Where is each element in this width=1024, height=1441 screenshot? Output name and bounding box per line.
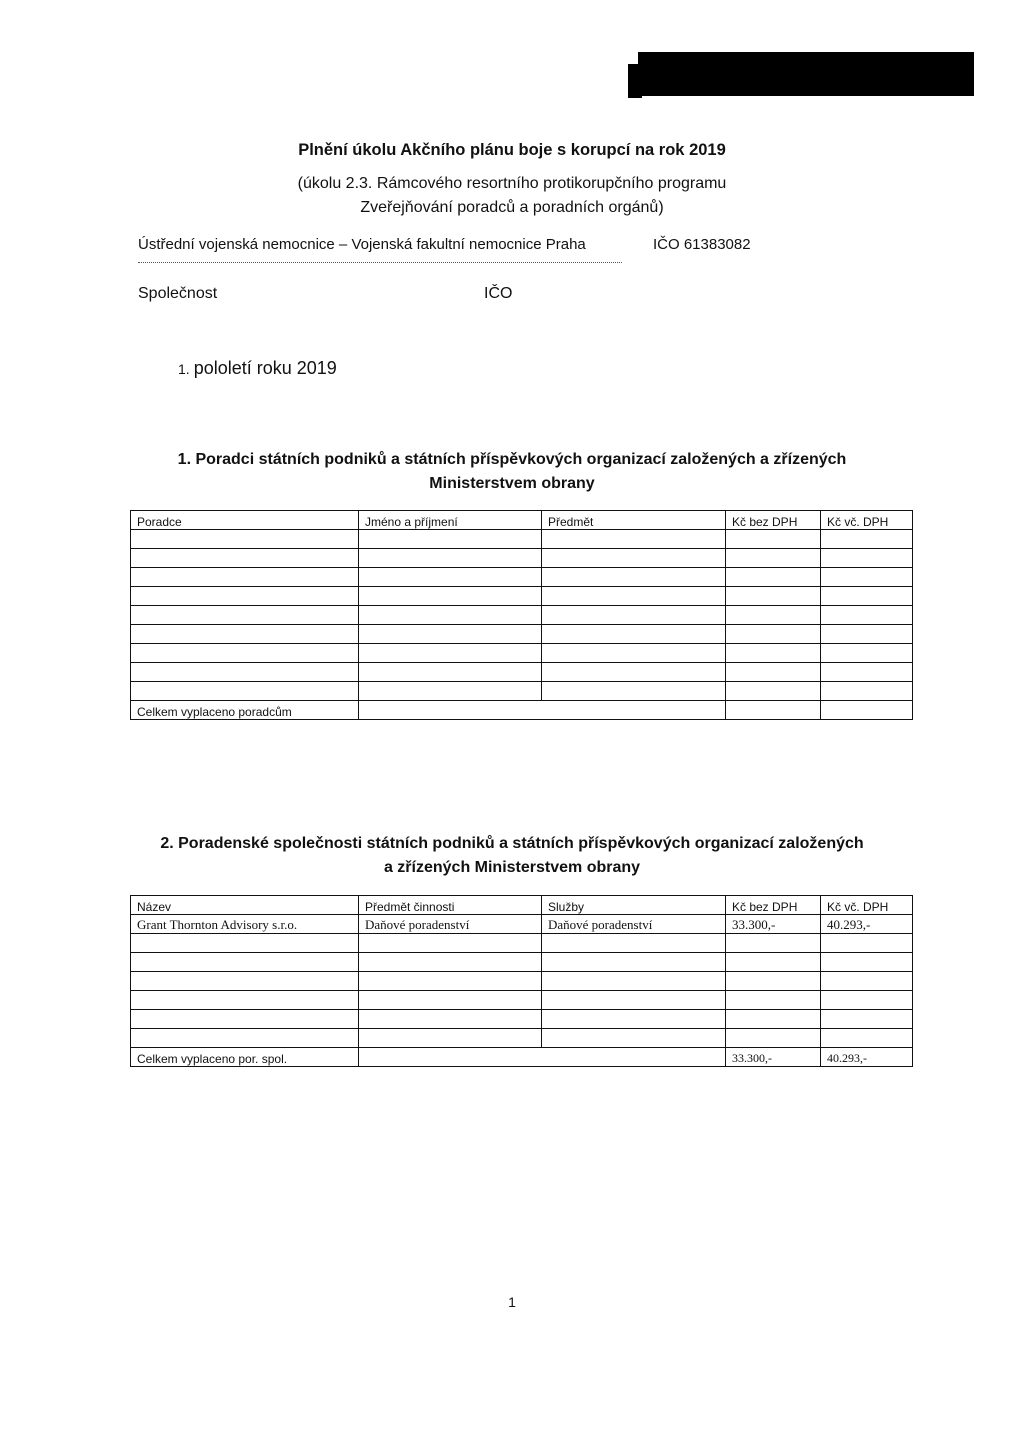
period-text: pololetí roku 2019: [193, 358, 337, 378]
company-activity: Daňové poradenství: [359, 915, 542, 934]
section-1-heading-line-1: 1. Poradci státních podniků a státních příspěvkových organizací založených a zřízených: [177, 451, 847, 468]
company-ico-label: IČO: [484, 285, 513, 302]
section-2-heading-line-2: a zřízených Ministerstvem obrany: [383, 859, 641, 876]
period-heading: [178, 358, 337, 379]
table-row: [131, 1010, 913, 1029]
page-title: Plnění úkolu Akčního plánu boje s korupcí na rok 2019: [298, 141, 726, 159]
period-number: 1.: [178, 361, 190, 377]
column-header: Předmět činnosti: [359, 896, 542, 915]
organization-name: Ústřední vojenská nemocnice – Vojenská fakultní nemocnice Praha: [138, 236, 586, 253]
table-header-row: [131, 511, 913, 530]
redaction-block-edge: [628, 64, 642, 98]
company-label: Společnost: [138, 285, 218, 302]
table-row: [131, 606, 913, 625]
table-row: [131, 953, 913, 972]
section-2-heading: [0, 832, 1024, 880]
table-row: [131, 663, 913, 682]
total-label: Celkem vyplaceno por. spol.: [131, 1048, 359, 1067]
table-row: [131, 644, 913, 663]
column-header: Služby: [542, 896, 726, 915]
total-row: [131, 1048, 913, 1067]
table-header-row: [131, 896, 913, 915]
advisors-table: [130, 510, 913, 720]
section-1-heading: [0, 448, 1024, 496]
total-without-vat: [726, 701, 821, 720]
table-row: [131, 972, 913, 991]
table-row: [131, 934, 913, 953]
total-with-vat: [821, 701, 913, 720]
section-2-heading-line-1: 2. Poradenské společnosti státních podniků a státních příspěvkových organizací založených: [160, 835, 864, 852]
column-header: Poradce: [131, 511, 359, 530]
total-without-vat: 33.300,-: [726, 1048, 821, 1067]
total-row: [131, 701, 913, 720]
column-header: Kč vč. DPH: [821, 511, 913, 530]
table-row: [131, 625, 913, 644]
table-row: [131, 991, 913, 1010]
section-1-heading-line-2: Ministerstvem obrany: [429, 475, 595, 492]
organization-ico: IČO 61383082: [653, 236, 751, 253]
page-number: 1: [508, 1294, 516, 1310]
column-header: Jméno a příjmení: [359, 511, 542, 530]
total-with-vat: 40.293,-: [821, 1048, 913, 1067]
company-name: Grant Thornton Advisory s.r.o.: [131, 915, 359, 934]
table-row: [131, 915, 913, 934]
table-row: [131, 1029, 913, 1048]
table-row: [131, 682, 913, 701]
table-row: [131, 587, 913, 606]
column-header: Kč bez DPH: [726, 511, 821, 530]
column-header: Předmět: [542, 511, 726, 530]
amount-with-vat: 40.293,-: [821, 915, 913, 934]
subtitle-line-1: (úkolu 2.3. Rámcového resortního protikorupčního programu: [297, 175, 727, 192]
company-services: Daňové poradenství: [542, 915, 726, 934]
table-row: [131, 530, 913, 549]
table-row: [131, 549, 913, 568]
amount-without-vat: 33.300,-: [726, 915, 821, 934]
redaction-block: [638, 52, 974, 96]
column-header: Název: [131, 896, 359, 915]
advisory-companies-table: [130, 895, 913, 1067]
table-row: [131, 568, 913, 587]
total-label: Celkem vyplaceno poradcům: [131, 701, 359, 720]
dotted-separator: [138, 262, 622, 263]
column-header: Kč vč. DPH: [821, 896, 913, 915]
column-header: Kč bez DPH: [726, 896, 821, 915]
subtitle-line-2: Zveřejňování poradců a poradních orgánů): [360, 199, 664, 216]
